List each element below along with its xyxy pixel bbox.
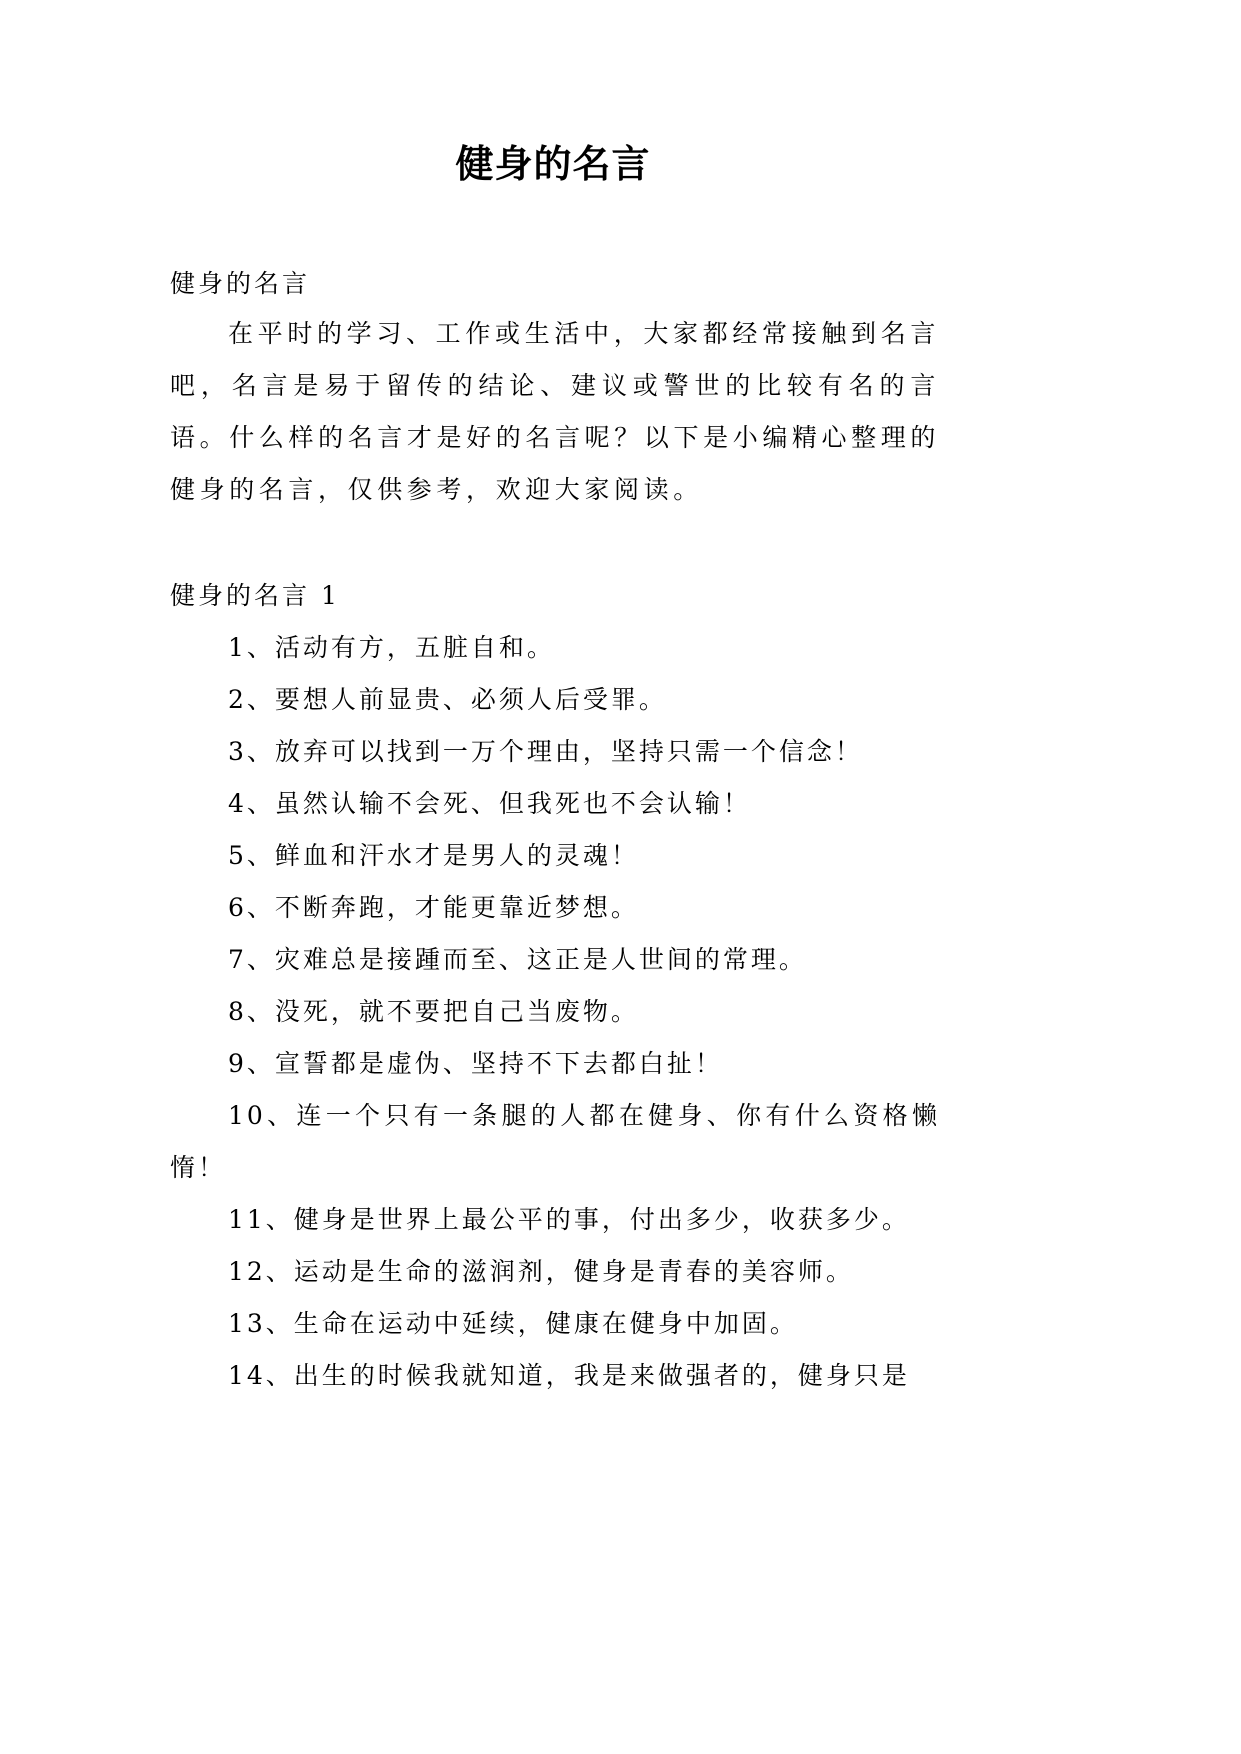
subheading: 健身的名言	[170, 269, 311, 298]
quote-item: 6、不断奔跑，才能更靠近梦想。	[228, 893, 639, 922]
intro-paragraph: 在平时的学习、工作或生活中，大家都经常接触到名言吧，名言是易于留传的结论、建议或警世的比较有名的言语。什么样的名言才是好的名言呢？以下是小编精心整理的健身的名言，仅供参考，欢迎大家阅读。	[170, 319, 940, 504]
quote-item: 3、放弃可以找到一万个理由，坚持只需一个信念！	[228, 737, 863, 766]
quote-item: 4、虽然认输不会死、但我死也不会认输！	[228, 789, 751, 818]
quote-item: 13、生命在运动中延续，健康在健身中加固。	[228, 1309, 798, 1338]
quote-item: 11、健身是世界上最公平的事，付出多少，收获多少。	[228, 1205, 910, 1234]
quote-item: 5、鲜血和汗水才是男人的灵魂！	[228, 841, 639, 870]
quote-item: 12、运动是生命的滋润剂，健身是青春的美容师。	[228, 1257, 854, 1286]
quote-item: 8、没死，就不要把自己当废物。	[228, 997, 639, 1026]
quote-item: 14、出生的时候我就知道，我是来做强者的，健身只是	[228, 1361, 910, 1390]
quote-item: 10、连一个只有一条腿的人都在健身、你有什么资格懒惰！	[170, 1101, 940, 1182]
quote-list	[170, 622, 940, 1402]
quote-item: 2、要想人前显贵、必须人后受罪。	[228, 685, 667, 714]
quote-item: 1、活动有方，五脏自和。	[228, 633, 555, 662]
document-title: 健身的名言	[455, 142, 651, 186]
section-heading: 健身的名言 1	[170, 581, 340, 610]
quote-item: 9、宣誓都是虚伪、坚持不下去都白扯！	[228, 1049, 723, 1078]
quote-item: 7、灾难总是接踵而至、这正是人世间的常理。	[228, 945, 807, 974]
